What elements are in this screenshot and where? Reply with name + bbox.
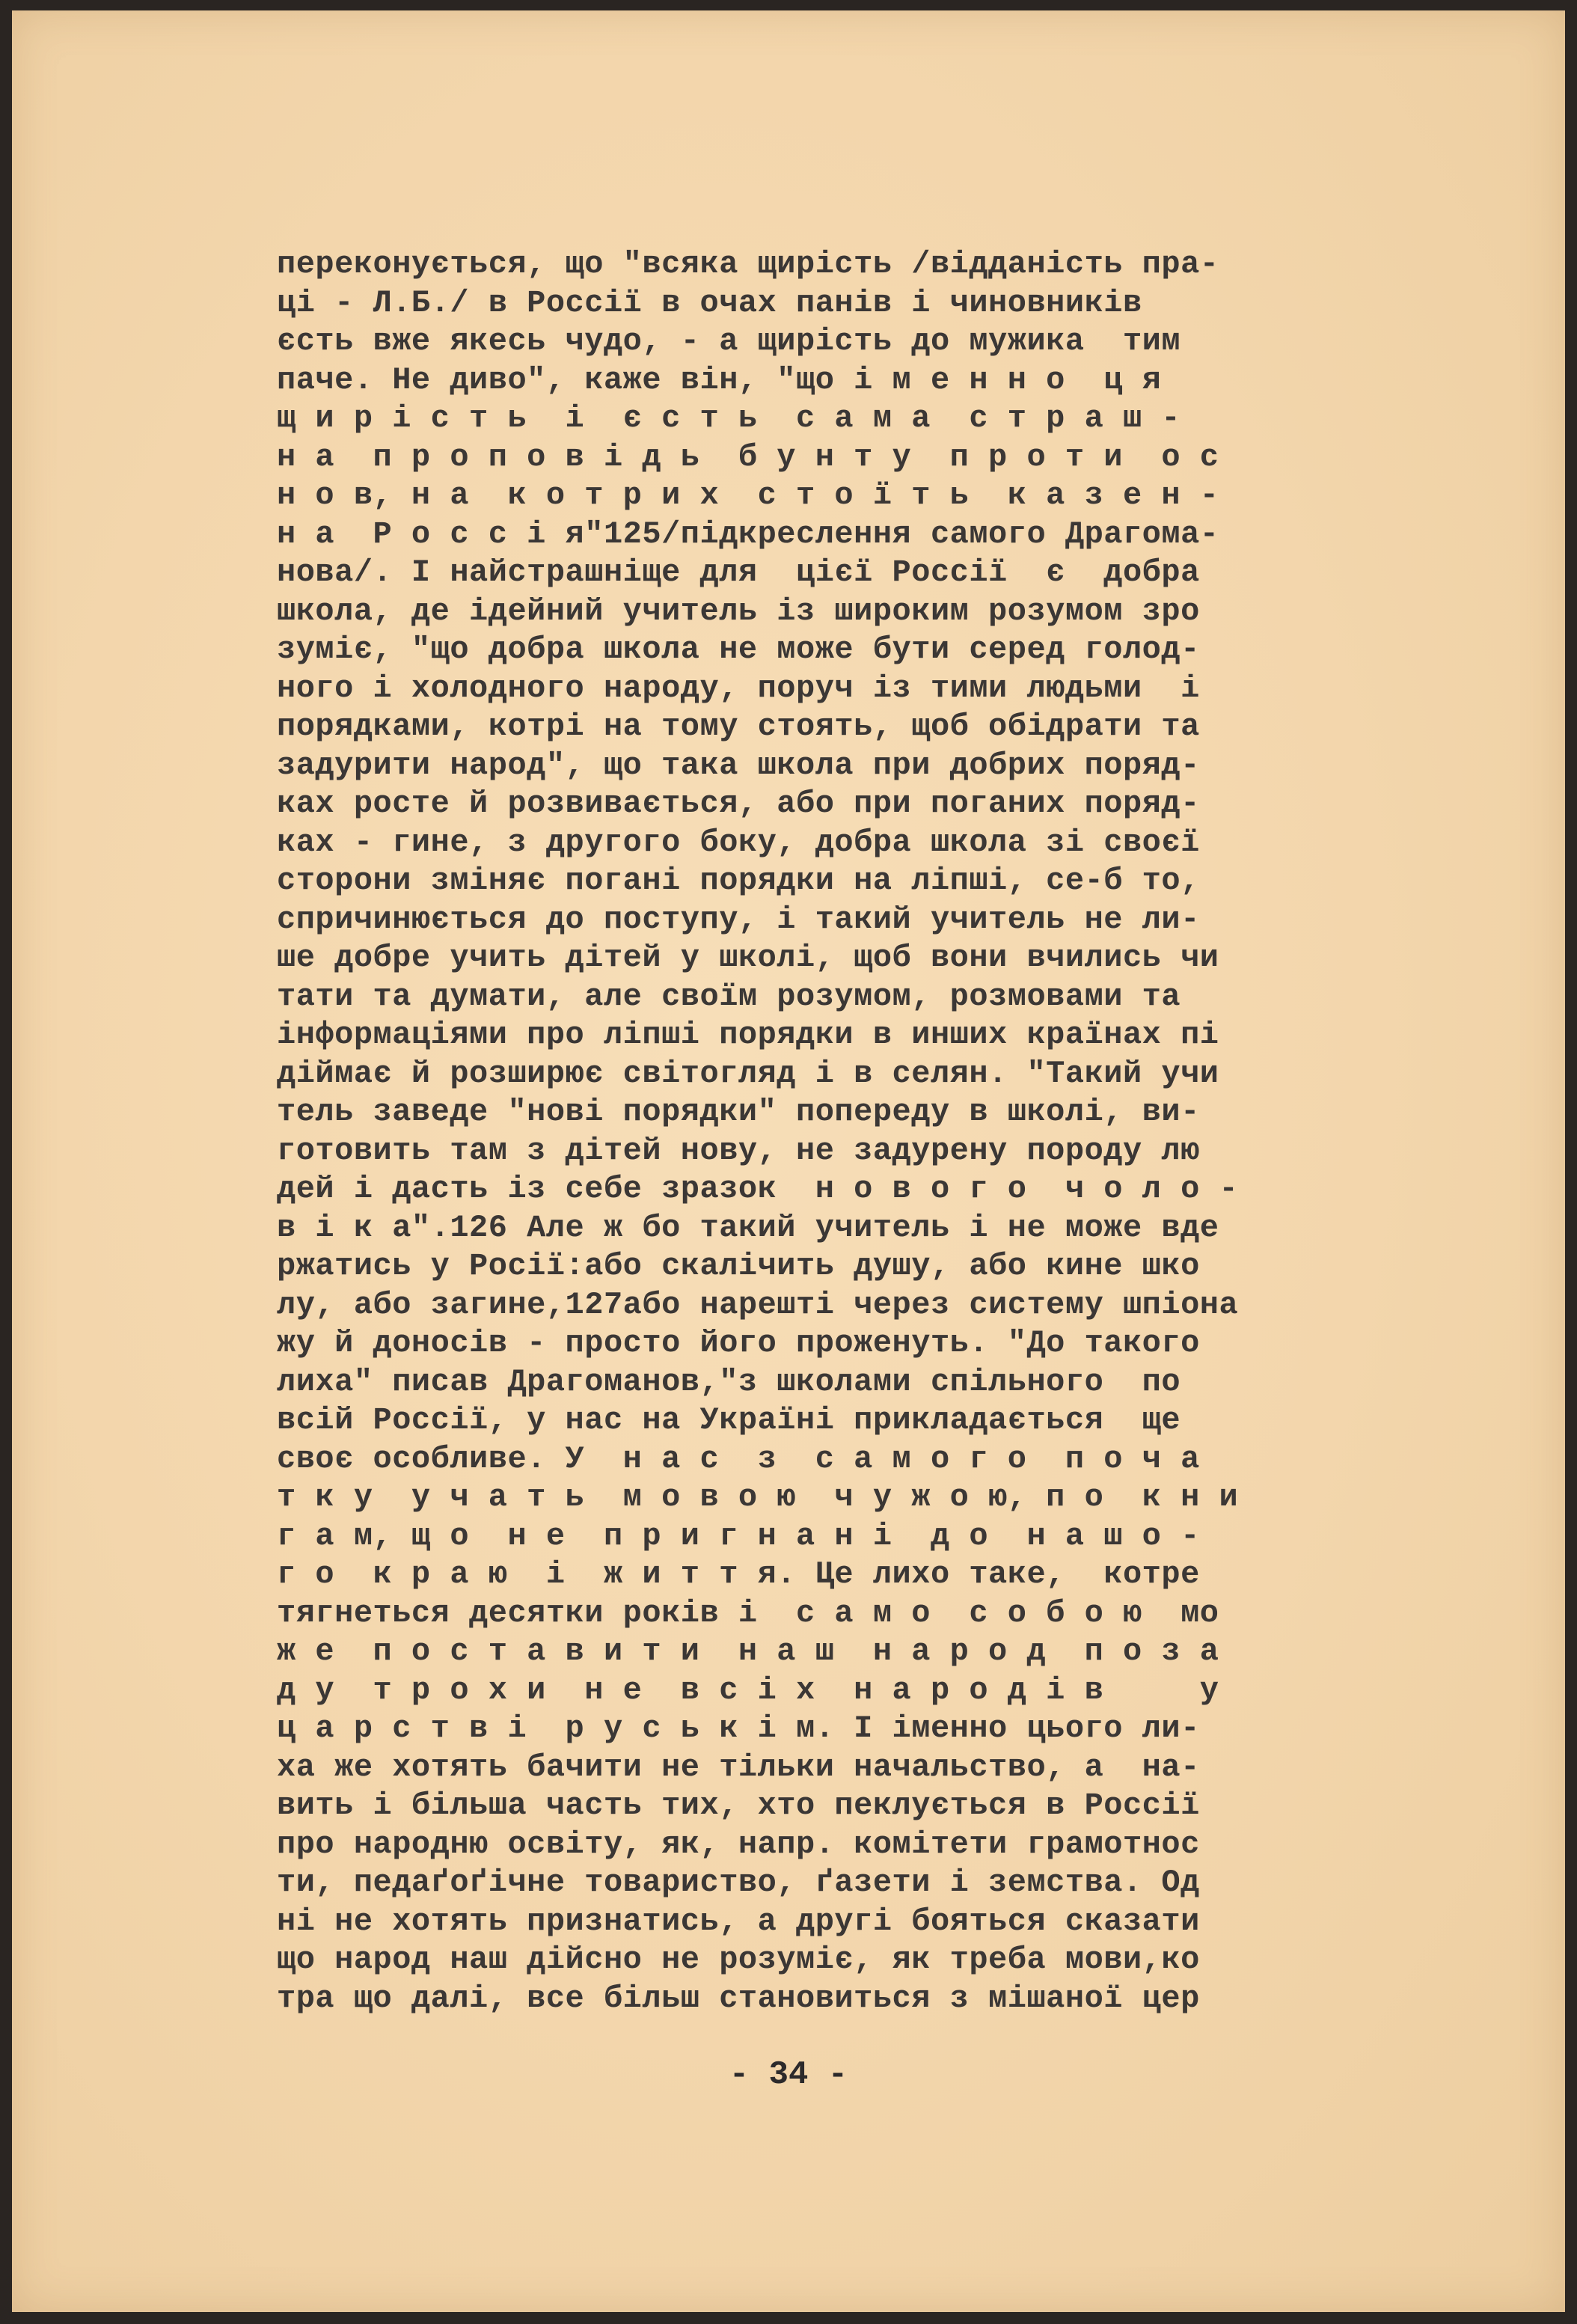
text-line: тягнеться десятки років і с а м о с о б о ю мо — [277, 1594, 1219, 1631]
text-line: щ и р і с т ь і є с т ь с а м а с т р а ш - — [277, 400, 1181, 436]
text-line: порядками, котрі на тому стоять, щоб обідрати та — [277, 709, 1200, 744]
text-line: тати та думати, але своїм розумом, розмовами та — [277, 978, 1181, 1015]
text-line: н о в, н а к о т р и х с т о ї т ь к а з е н - — [277, 477, 1219, 513]
text-line: своє особливе. У н а с з с а м о г о п о ч а — [277, 1440, 1200, 1477]
text-line: ха же хотять бачити не тільки начальство, а на- — [277, 1749, 1200, 1785]
text-line: дей і дасть із себе зразок н о в о г о ч о л о - — [277, 1171, 1239, 1207]
text-line: зуміє, "що добра школа не може бути серед голод- — [277, 632, 1200, 667]
text-line: лу, або загине,127або нарешті через систему шпіона — [277, 1286, 1239, 1323]
text-line: в і к а".126 Але ж бо такий учитель і не може вде — [277, 1209, 1219, 1246]
text-line: ного і холодного народу, поруч із тими людьми і — [277, 670, 1200, 706]
text-line: готовить там з дітей нову, не задурену породу лю — [277, 1132, 1200, 1169]
text-line: лиха" писав Драгоманов,"з школами спільного по — [277, 1363, 1181, 1400]
text-line: задурити народ", що така школа при добрих поряд- — [277, 747, 1200, 783]
text-line: школа, де ідейний учитель із широким розумом зро — [277, 593, 1200, 629]
text-line: жу й доносів - просто його проженуть. "До такого — [277, 1325, 1200, 1361]
text-line: ці - Л.Б./ в Россії в очах панів і чиновників — [277, 284, 1142, 321]
text-line: вить і більша часть тих, хто пеклується в Россії — [277, 1788, 1200, 1823]
text-line: спричинюється до поступу, і такий учитель не ли- — [277, 901, 1200, 938]
text-line: переконується, що "всяка щирість /відданість пра- — [277, 246, 1219, 282]
text-line: паче. Не диво", каже він, "що і м е н н о ц я — [277, 361, 1162, 398]
text-line: г о к р а ю і ж и т т я. Це лихо таке, котре — [277, 1556, 1200, 1592]
text-line: тель заведе "нові порядки" попереду в школі, ви- — [277, 1094, 1200, 1130]
text-line: н а п р о п о в і д ь б у н т у п р о т и о с — [277, 438, 1219, 475]
text-line: ц а р с т в і р у с ь к і м. І іменно цього ли- — [277, 1710, 1200, 1746]
text-line: всій Россії, у нас на Україні прикладається ще — [277, 1402, 1181, 1438]
text-line: сторони зміняє погані порядки на ліпші, се-б то, — [277, 863, 1200, 899]
text-line: інформаціями про ліпші порядки в инших країнах пі — [277, 1017, 1219, 1053]
text-line: єсть вже якесь чудо, - а щирість до мужика тим — [277, 323, 1181, 359]
body-text — [277, 245, 1463, 2018]
text-line: ках - гине, з другого боку, добра школа зі своєї — [277, 824, 1200, 860]
text-line: про народню освіту, як, напр. комітети грамотнос — [277, 1826, 1200, 1862]
text-line: ше добре учить дітей у школі, щоб вони вчились чи — [277, 940, 1219, 976]
page-number: - 34 - — [729, 2056, 848, 2094]
text-line: діймає й розширює світогляд і в селян. "Такий учи — [277, 1055, 1219, 1092]
text-line: т к у у ч а т ь м о в о ю ч у ж о ю, п о к н и — [277, 1479, 1239, 1515]
text-line: ти, педаґоґічне товариство, ґазети і земства. Од — [277, 1865, 1200, 1901]
text-line: ках росте й розвивається, або при поганих поряд- — [277, 786, 1200, 822]
text-line: н а Р о с с і я"125/підкреслення самого Драгома- — [277, 516, 1219, 552]
text-line: ж е п о с т а в и т и н а ш н а р о д п о з а — [277, 1633, 1219, 1669]
text-line: д у т р о х и н е в с і х н а р о д і в у — [277, 1672, 1219, 1708]
text-line: г а м, щ о н е п р и г н а н і д о н а ш о - — [277, 1517, 1200, 1554]
text-line: нова/. І найстрашніще для цієї Россії є добра — [277, 554, 1200, 590]
text-line: тра що далі, все більш становиться з мішаної цер — [277, 1980, 1200, 2016]
text-line: ржатись у Росії:або скалічить душу, або кине шко — [277, 1248, 1200, 1284]
text-line: ні не хотять признатись, а другі бояться сказати — [277, 1903, 1200, 1939]
text-line: що народ наш дійсно не розуміє, як треба мови,ко — [277, 1942, 1200, 1978]
